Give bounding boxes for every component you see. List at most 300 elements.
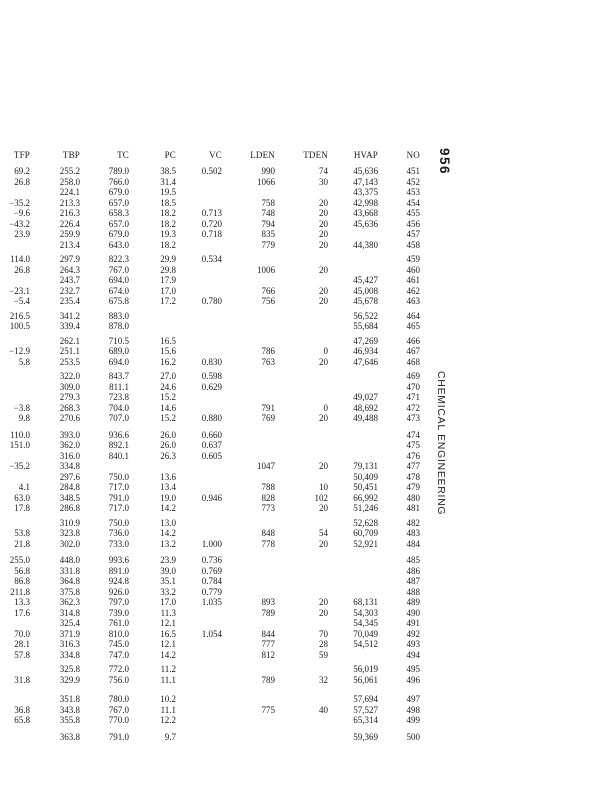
cell-vc: 0.629 [201, 381, 222, 392]
cell-tbp: 258.0 [59, 176, 80, 187]
cell-tbp: 243.7 [59, 275, 80, 285]
cell-tfp: 17.8 [14, 503, 30, 513]
cell-hvap: 54,512 [353, 639, 378, 649]
cell-tfp: 216.5 [9, 310, 30, 321]
column-header-lden: LDEN [250, 150, 275, 160]
cell-pc: 12.1 [160, 639, 176, 649]
cell-tc: 750.0 [108, 517, 129, 528]
cell-tc: 694.0 [108, 275, 129, 285]
cell-tden: 28 [319, 639, 328, 649]
cell-lden: 786 [261, 346, 275, 356]
cell-no: 493 [406, 639, 420, 649]
cell-pc: 15.6 [160, 346, 176, 356]
table-group [0, 694, 420, 726]
cell-tfp: 65.8 [14, 715, 30, 725]
table-group [0, 518, 420, 550]
cell-tc: 675.8 [108, 296, 129, 306]
cell-no: 494 [406, 649, 420, 660]
cell-tfp: −9.6 [13, 208, 30, 218]
cell-lden: 789 [261, 674, 275, 685]
cell-lden: 835 [261, 229, 275, 239]
cell-pc: 11.1 [160, 704, 176, 715]
cell-tbp: 325.8 [59, 664, 80, 674]
table-row [0, 715, 420, 726]
cell-vc: 1.000 [201, 538, 222, 549]
cell-hvap: 79,131 [353, 461, 378, 471]
cell-tbp: 255.2 [59, 166, 80, 176]
cell-lden: 794 [261, 218, 275, 229]
cell-tbp: 213.4 [59, 239, 80, 250]
cell-hvap: 45,636 [353, 166, 378, 176]
cell-no: 500 [406, 731, 420, 742]
cell-hvap: 66,992 [353, 492, 378, 503]
cell-lden: 1047 [257, 461, 275, 471]
cell-pc: 38.5 [160, 166, 176, 176]
cell-tbp: 216.3 [59, 208, 80, 218]
cell-tbp: 322.0 [59, 371, 80, 381]
cell-lden: 778 [261, 538, 275, 549]
cell-tfp: 69.2 [14, 166, 30, 176]
cell-tc: 739.0 [108, 607, 129, 618]
cell-lden: 812 [261, 649, 275, 660]
cell-lden: 848 [261, 528, 275, 538]
cell-tc: 891.0 [108, 565, 129, 576]
cell-no: 495 [406, 664, 420, 674]
table-row [0, 413, 420, 424]
cell-vc: 0.598 [201, 371, 222, 381]
cell-pc: 15.2 [160, 413, 176, 423]
cell-vc: 0.637 [201, 440, 222, 450]
cell-pc: 9.7 [164, 731, 176, 742]
cell-no: 489 [406, 597, 420, 607]
cell-no: 497 [406, 694, 420, 704]
cell-no: 488 [406, 586, 420, 597]
cell-no: 457 [406, 229, 420, 239]
cell-tc: 892.1 [108, 440, 129, 450]
cell-tfp: −43.2 [9, 218, 30, 229]
cell-hvap: 51,246 [353, 503, 378, 513]
cell-no: 467 [406, 346, 420, 356]
cell-tc: 761.0 [108, 618, 129, 628]
cell-pc: 17.2 [160, 296, 176, 306]
cell-hvap: 50,451 [353, 482, 378, 492]
cell-pc: 29.8 [160, 264, 176, 275]
cell-no: 461 [406, 275, 420, 285]
cell-pc: 12.1 [160, 618, 176, 628]
cell-tden: 40 [319, 704, 328, 715]
cell-no: 475 [406, 440, 420, 450]
cell-tbp: 371.9 [59, 628, 80, 639]
cell-pc: 29.9 [160, 254, 176, 264]
table-row [0, 296, 420, 307]
table-group [0, 254, 420, 307]
table-row [0, 336, 420, 347]
table-row [0, 503, 420, 514]
cell-pc: 23.9 [160, 555, 176, 565]
table-row [0, 254, 420, 265]
cell-pc: 17.0 [160, 285, 176, 296]
cell-tbp: 235.4 [59, 296, 80, 306]
cell-tc: 936.6 [108, 429, 129, 440]
cell-hvap: 54,303 [353, 607, 378, 618]
cell-no: 472 [406, 402, 420, 413]
cell-pc: 18.2 [160, 208, 176, 218]
cell-no: 492 [406, 628, 420, 639]
cell-no: 469 [406, 371, 420, 381]
cell-pc: 24.6 [160, 381, 176, 392]
cell-tbp: 334.8 [59, 461, 80, 471]
cell-pc: 11.2 [160, 664, 176, 674]
cell-tbp: 355.8 [59, 715, 80, 725]
cell-tc: 679.0 [108, 229, 129, 239]
cell-tc: 924.8 [108, 576, 129, 586]
cell-tbp: 331.8 [59, 565, 80, 576]
cell-no: 462 [406, 285, 420, 296]
cell-lden: 773 [261, 503, 275, 513]
cell-no: 460 [406, 264, 420, 275]
cell-tc: 926.0 [108, 586, 129, 597]
cell-tc: 797.0 [108, 597, 129, 607]
cell-tc: 878.0 [108, 321, 129, 331]
cell-vc: 0.534 [201, 254, 222, 264]
cell-tbp: 448.0 [59, 555, 80, 565]
table-row [0, 461, 420, 472]
cell-no: 459 [406, 254, 420, 264]
table-body [0, 166, 420, 742]
table-row [0, 177, 420, 188]
cell-pc: 13.2 [160, 538, 176, 549]
running-title: CHEMICAL ENGINEERING [435, 371, 447, 516]
cell-hvap: 45,636 [353, 218, 378, 229]
table-group [0, 166, 420, 250]
cell-tfp: 31.8 [14, 674, 30, 685]
cell-no: 483 [406, 528, 420, 538]
cell-pc: 16.2 [160, 356, 176, 367]
cell-no: 454 [406, 197, 420, 208]
cell-tbp: 343.8 [59, 704, 80, 715]
cell-tbp: 259.9 [59, 229, 80, 239]
cell-hvap: 45,427 [353, 275, 378, 285]
cell-tc: 657.0 [108, 218, 129, 229]
column-header-tfp: TFP [13, 150, 30, 160]
cell-lden: 763 [261, 356, 275, 367]
cell-pc: 19.0 [160, 492, 176, 503]
cell-tbp: 286.8 [59, 503, 80, 513]
table-row [0, 694, 420, 705]
cell-tfp: 100.5 [9, 321, 30, 331]
cell-pc: 13.6 [160, 471, 176, 482]
cell-tc: 993.6 [108, 555, 129, 565]
cell-no: 466 [406, 335, 420, 346]
cell-tden: 0 [323, 346, 328, 356]
table-row [0, 208, 420, 219]
cell-tc: 822.3 [108, 254, 129, 264]
cell-tden: 20 [319, 264, 328, 275]
cell-pc: 26.3 [160, 450, 176, 461]
table-header-row [0, 150, 420, 160]
table-row [0, 371, 420, 382]
cell-tc: 717.0 [108, 482, 129, 492]
cell-tc: 657.0 [108, 197, 129, 208]
cell-tbp: 316.0 [59, 450, 80, 461]
cell-no: 490 [406, 607, 420, 618]
cell-no: 476 [406, 450, 420, 461]
cell-tbp: 316.3 [59, 639, 80, 649]
cell-tbp: 297.9 [59, 254, 80, 264]
cell-pc: 10.2 [160, 694, 176, 704]
cell-tbp: 310.9 [59, 517, 80, 528]
cell-no: 465 [406, 321, 420, 331]
cell-no: 455 [406, 208, 420, 218]
cell-tc: 733.0 [108, 538, 129, 549]
table-row [0, 629, 420, 640]
table-row [0, 403, 420, 414]
cell-hvap: 47,269 [353, 335, 378, 346]
cell-no: 486 [406, 565, 420, 576]
cell-tc: 883.0 [108, 310, 129, 321]
cell-tbp: 302.0 [59, 538, 80, 549]
cell-tbp: 262.1 [59, 335, 80, 346]
cell-lden: 769 [261, 413, 275, 423]
table-row [0, 587, 420, 598]
cell-pc: 31.4 [160, 176, 176, 187]
cell-pc: 13.4 [160, 482, 176, 492]
table-row [0, 451, 420, 462]
cell-vc: 1.035 [201, 597, 222, 607]
cell-tfp: 5.8 [18, 356, 30, 367]
cell-pc: 14.2 [160, 528, 176, 538]
cell-no: 458 [406, 239, 420, 250]
cell-tfp: −35.2 [9, 461, 30, 471]
cell-lden: 756 [261, 296, 275, 306]
cell-hvap: 60,709 [353, 528, 378, 538]
cell-tc: 811.1 [109, 381, 129, 392]
table-row [0, 664, 420, 675]
cell-pc: 16.5 [160, 335, 176, 346]
cell-pc: 12.2 [160, 715, 176, 725]
cell-vc: 0.713 [201, 208, 222, 218]
table-group [0, 732, 420, 743]
table-group [0, 664, 420, 685]
cell-tfp: 26.8 [14, 176, 30, 187]
cell-hvap: 56,019 [353, 664, 378, 674]
cell-hvap: 57,527 [353, 704, 378, 715]
cell-pc: 11.3 [160, 607, 176, 618]
cell-no: 491 [406, 618, 420, 628]
cell-pc: 35.1 [160, 576, 176, 586]
cell-lden: 758 [261, 197, 275, 208]
cell-pc: 18.2 [160, 239, 176, 250]
cell-tden: 102 [314, 492, 328, 503]
cell-lden: 748 [261, 208, 275, 218]
cell-tfp: 110.0 [10, 429, 30, 440]
table-row [0, 198, 420, 209]
cell-vc: 1.054 [201, 628, 222, 639]
cell-pc: 18.2 [160, 218, 176, 229]
cell-tbp: 284.8 [59, 482, 80, 492]
cell-tden: 20 [319, 607, 328, 618]
cell-hvap: 56,061 [353, 674, 378, 685]
cell-tbp: 351.8 [59, 694, 80, 704]
cell-tc: 710.5 [108, 335, 129, 346]
cell-tbp: 253.5 [59, 356, 80, 367]
cell-tden: 10 [319, 482, 328, 492]
cell-tc: 679.0 [108, 187, 129, 197]
table-group [0, 430, 420, 514]
cell-pc: 14.6 [160, 402, 176, 413]
table-row [0, 229, 420, 240]
table-row [0, 705, 420, 716]
cell-pc: 15.2 [160, 392, 176, 402]
cell-tc: 766.0 [108, 176, 129, 187]
cell-tbp: 329.9 [59, 674, 80, 685]
cell-hvap: 42,998 [353, 197, 378, 208]
cell-tbp: 325.4 [59, 618, 80, 628]
cell-no: 498 [406, 704, 420, 715]
cell-tfp: 56.8 [14, 565, 30, 576]
cell-vc: 0.605 [201, 450, 222, 461]
cell-hvap: 52,628 [353, 517, 378, 528]
cell-tc: 745.0 [108, 639, 129, 649]
cell-no: 452 [406, 176, 420, 187]
cell-no: 499 [406, 715, 420, 725]
cell-tbp: 232.7 [59, 285, 80, 296]
cell-no: 453 [406, 187, 420, 197]
cell-hvap: 55,684 [353, 321, 378, 331]
cell-hvap: 52,921 [353, 538, 378, 549]
table-row [0, 539, 420, 550]
cell-lden: 1066 [257, 176, 275, 187]
cell-tden: 20 [319, 208, 328, 218]
cell-tbp: 363.8 [59, 731, 80, 742]
cell-tc: 843.7 [108, 371, 129, 381]
table-row [0, 639, 420, 650]
table-row [0, 482, 420, 493]
cell-tbp: 224.1 [59, 187, 80, 197]
cell-hvap: 45,008 [353, 285, 378, 296]
table-row [0, 187, 420, 198]
cell-hvap: 43,375 [353, 187, 378, 197]
cell-tfp: −5.4 [13, 296, 30, 306]
cell-tfp: 21.8 [14, 538, 30, 549]
table-row [0, 528, 420, 539]
cell-tc: 750.0 [108, 471, 129, 482]
cell-vc: 0.769 [201, 565, 222, 576]
cell-pc: 18.5 [160, 197, 176, 208]
cell-tbp: 314.8 [59, 607, 80, 618]
cell-no: 456 [406, 218, 420, 229]
cell-tden: 54 [319, 528, 328, 538]
page-number: 956 [437, 148, 452, 176]
cell-tc: 723.8 [108, 392, 129, 402]
cell-tbp: 364.8 [59, 576, 80, 586]
cell-tc: 689.0 [108, 346, 129, 356]
column-header-hvap: HVAP [353, 150, 378, 160]
cell-lden: 844 [261, 628, 275, 639]
cell-tc: 780.0 [108, 694, 129, 704]
table-group [0, 555, 420, 660]
table-row [0, 650, 420, 661]
cell-no: 451 [406, 166, 420, 176]
cell-vc: 0.946 [201, 492, 222, 503]
table-row [0, 286, 420, 297]
cell-lden: 990 [261, 166, 275, 176]
cell-tden: 20 [319, 239, 328, 250]
cell-no: 484 [406, 538, 420, 549]
table-row [0, 392, 420, 403]
cell-tbp: 213.3 [59, 197, 80, 208]
cell-hvap: 46,934 [353, 346, 378, 356]
cell-tden: 30 [319, 176, 328, 187]
cell-tc: 674.0 [108, 285, 129, 296]
cell-tbp: 309.0 [59, 381, 80, 392]
cell-pc: 33.2 [160, 586, 176, 597]
cell-tc: 767.0 [108, 264, 129, 275]
cell-tbp: 375.8 [59, 586, 80, 597]
cell-tfp: −12.9 [9, 346, 30, 356]
cell-tc: 658.3 [108, 208, 129, 218]
cell-tbp: 362.0 [59, 440, 80, 450]
cell-tfp: 4.1 [18, 482, 30, 492]
cell-tden: 20 [319, 356, 328, 367]
cell-tden: 20 [319, 413, 328, 423]
cell-no: 478 [406, 471, 420, 482]
cell-tfp: 211.8 [10, 586, 30, 597]
cell-vc: 0.830 [201, 356, 222, 367]
cell-tc: 791.0 [108, 731, 129, 742]
cell-lden: 779 [261, 239, 275, 250]
cell-tden: 32 [319, 674, 328, 685]
cell-tden: 59 [319, 649, 328, 660]
table-row [0, 597, 420, 608]
cell-hvap: 57,694 [353, 694, 378, 704]
cell-tden: 20 [319, 503, 328, 513]
cell-tfp: −35.2 [9, 197, 30, 208]
cell-hvap: 56,522 [353, 310, 378, 321]
cell-lden: 766 [261, 285, 275, 296]
cell-no: 487 [406, 576, 420, 586]
table-row [0, 166, 420, 177]
column-header-vc: VC [209, 150, 222, 160]
cell-hvap: 44,380 [353, 239, 378, 250]
table-row [0, 618, 420, 629]
cell-hvap: 70,049 [353, 628, 378, 639]
cell-tden: 20 [319, 597, 328, 607]
cell-pc: 14.2 [160, 503, 176, 513]
cell-pc: 16.5 [160, 628, 176, 639]
cell-tfp: 114.0 [10, 254, 30, 264]
cell-pc: 13.0 [160, 517, 176, 528]
table-row [0, 346, 420, 357]
table-row [0, 472, 420, 483]
cell-tfp: 63.0 [14, 492, 30, 503]
cell-vc: 0.780 [201, 296, 222, 306]
cell-tbp: 279.3 [59, 392, 80, 402]
cell-vc: 0.660 [201, 429, 222, 440]
cell-pc: 19.5 [160, 187, 176, 197]
cell-hvap: 68,131 [353, 597, 378, 607]
cell-tbp: 251.1 [59, 346, 80, 356]
cell-pc: 17.0 [160, 597, 176, 607]
table-row [0, 357, 420, 368]
table-row [0, 311, 420, 322]
table-row [0, 430, 420, 441]
table-row [0, 608, 420, 619]
cell-no: 468 [406, 356, 420, 367]
table-row [0, 275, 420, 286]
cell-tfp: −3.8 [13, 402, 30, 413]
cell-hvap: 65,314 [353, 715, 378, 725]
